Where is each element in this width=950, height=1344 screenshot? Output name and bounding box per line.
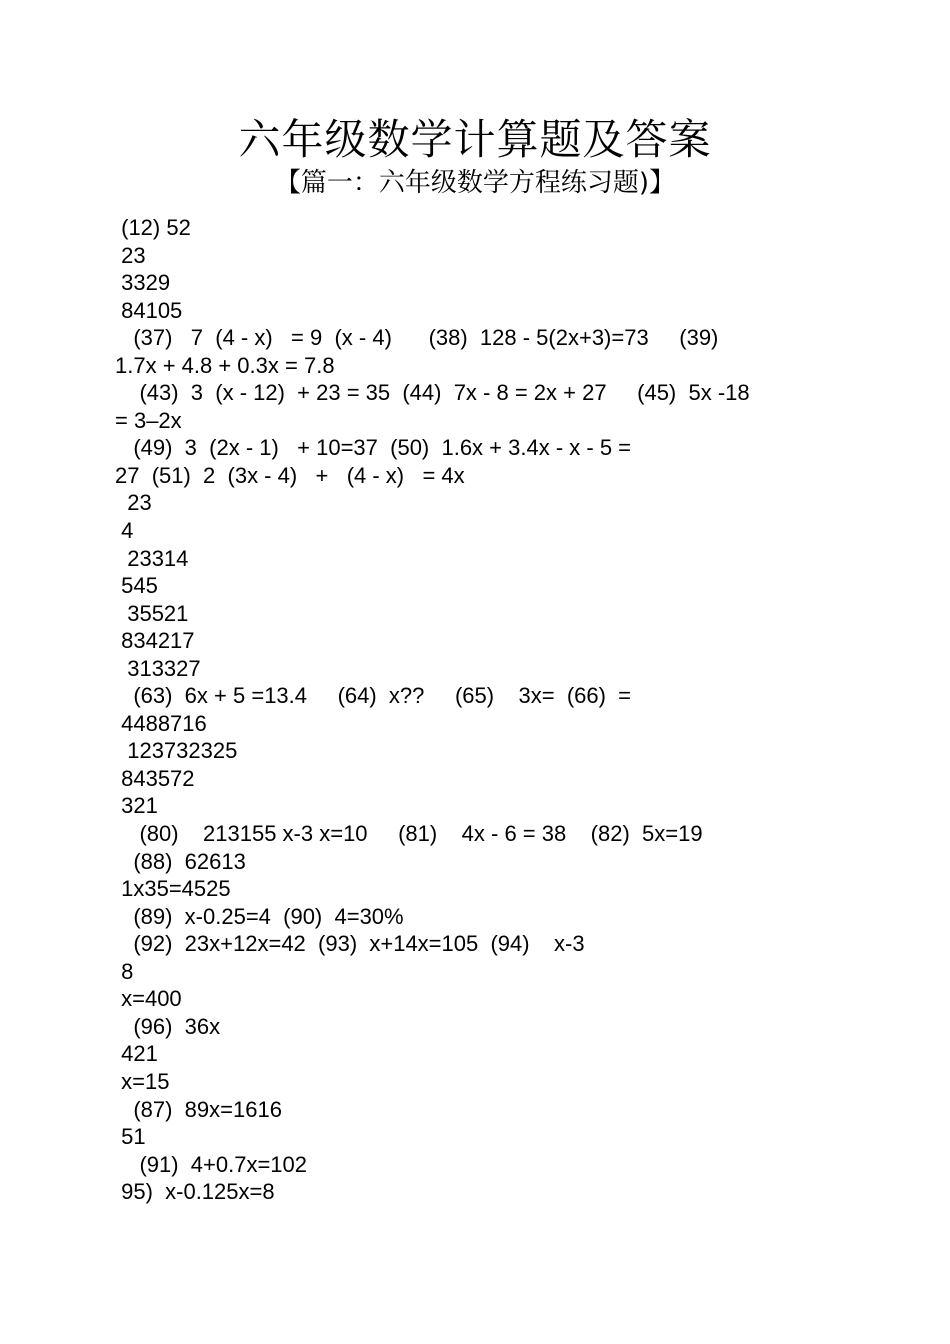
equation-line: 23 (115, 490, 152, 516)
equation-line: 834217 (115, 628, 195, 654)
equation-line: 23 (115, 242, 146, 268)
equation-line: (80) 213155 x-3 x=10 (81) 4x - 6 = 38 (82) 5x=19 (115, 821, 703, 847)
equation-line: (63) 6x + 5 =13.4 (64) x?? (65) 3x= (66) = (115, 683, 632, 709)
equation-line: 843572 (115, 765, 195, 791)
equation-line: 8 (115, 958, 134, 984)
equation-line: 35521 (115, 600, 189, 626)
equation-list (115, 214, 835, 1206)
equation-line: 313327 (115, 655, 201, 681)
equation-line: 23314 (115, 545, 189, 571)
equation-line: (89) x-0.25=4 (90) 4=30% (115, 903, 404, 929)
equation-line: 123732325 (115, 738, 238, 764)
equation-line: (49) 3 (2x - 1) + 10=37 (50) 1.6x + 3.4x - x - 5 = (115, 435, 632, 461)
equation-line: (92) 23x+12x=42 (93) x+14x=105 (94) x-3 (115, 931, 585, 957)
equation-line: 1.7x + 4.8 + 0.3x = 7.8 (115, 352, 335, 378)
equation-line: (12) 52 (115, 215, 191, 240)
equation-line: 545 (115, 573, 158, 599)
document-title: 六年级数学计算题及答案 (238, 115, 712, 164)
equation-line: 3329 (115, 270, 171, 296)
equation-line: 27 (51) 2 (3x - 4) + (4 - x) = 4x (115, 462, 465, 488)
equation-line: (37) 7 (4 - x) = 9 (x - 4) (38) 128 - 5(2x+3)=73 (39) (115, 325, 719, 351)
document-subtitle: 【篇一：六年级数学方程练习题)】 (274, 168, 676, 198)
equation-line: (43) 3 (x - 12) + 23 = 35 (44) 7x - 8 = 2x + 27 (45) 5x -18 (115, 380, 750, 406)
equation-line: (87) 89x=1616 (115, 1096, 282, 1122)
equation-line: 4488716 (115, 710, 207, 736)
equation-line: 84105 (115, 297, 183, 323)
equation-line: 4 (115, 518, 134, 544)
equation-line: 1x35=4525 (115, 876, 231, 902)
equation-line: x=15 (115, 1068, 170, 1094)
equation-line: x=400 (115, 986, 182, 1012)
equation-line: (88) 62613 (115, 848, 246, 874)
equation-line: 421 (115, 1041, 158, 1067)
equation-line: = 3–2x (115, 407, 182, 433)
equation-line: (91) 4+0.7x=102 (115, 1151, 308, 1177)
equation-line: 51 (115, 1124, 146, 1150)
equation-line: 95) x-0.125x=8 (115, 1179, 275, 1205)
equation-line: (96) 36x (115, 1013, 221, 1039)
equation-line: 321 (115, 793, 158, 819)
